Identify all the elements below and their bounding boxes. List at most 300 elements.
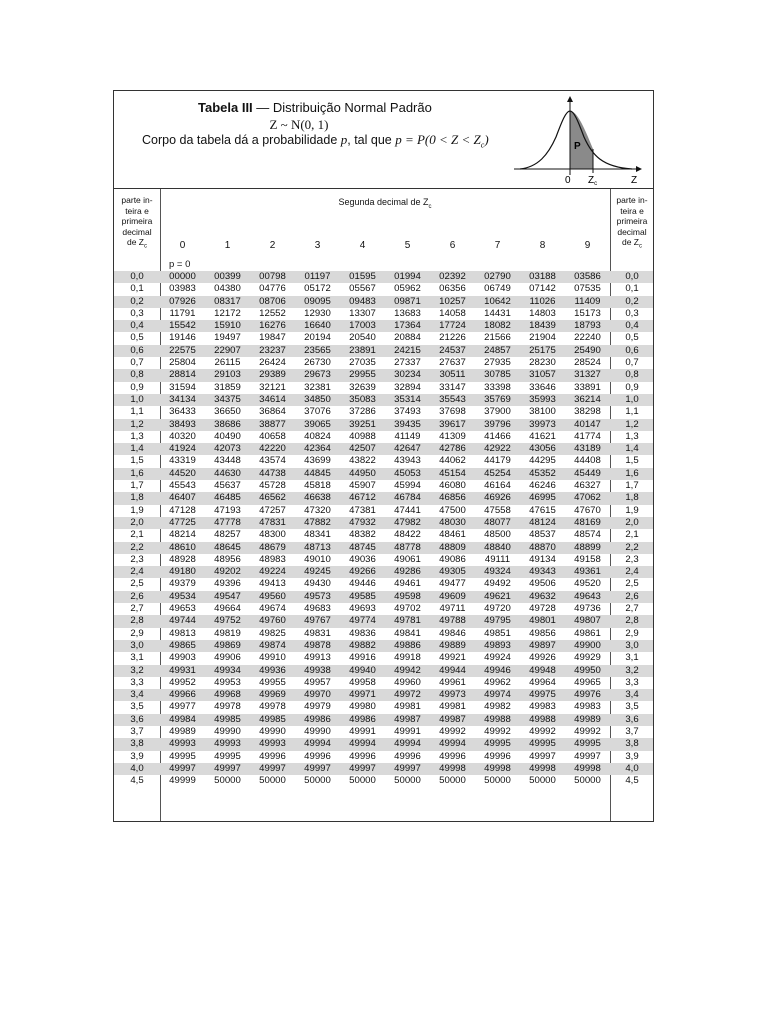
table-cell: 40490	[214, 430, 241, 442]
table-row	[114, 357, 653, 369]
table-cell: 46562	[259, 492, 286, 504]
table-cell: 16640	[304, 320, 331, 332]
normal-curve-figure	[510, 93, 650, 187]
table-cell: 49980	[349, 701, 376, 713]
row-label-left: 4,0	[130, 762, 144, 774]
table-cell: 33891	[574, 381, 601, 393]
table-cell: 49767	[304, 615, 331, 627]
table-cell: 49621	[484, 590, 511, 602]
table-cell: 48169	[574, 516, 601, 528]
table-cell: 42922	[484, 443, 511, 455]
table-cell: 49534	[169, 590, 196, 602]
normal-distribution-table-page	[113, 90, 654, 822]
row-label-right: 0,7	[625, 357, 639, 369]
table-cell: 49978	[259, 701, 286, 713]
row-label-right: 1,4	[625, 443, 639, 455]
table-cell: 47128	[169, 504, 196, 516]
table-cell: 41149	[394, 430, 421, 442]
table-cell: 30234	[394, 369, 421, 381]
row-label-left: 2,8	[130, 615, 144, 627]
table-cell: 34850	[304, 393, 331, 405]
row-label-right: 3,4	[625, 689, 639, 701]
table-cell: 49683	[304, 603, 331, 615]
table-cell: 39065	[304, 418, 331, 430]
table-cell: 01197	[304, 271, 331, 282]
table-cell: 48030	[439, 516, 466, 528]
table-cell: 23237	[259, 344, 286, 356]
table-cell: 49889	[439, 639, 466, 651]
table-cell: 46485	[214, 492, 241, 504]
table-cell: 47381	[349, 504, 376, 516]
table-cell: 49882	[349, 639, 376, 651]
table-cell: 48840	[484, 541, 511, 553]
table-row	[114, 714, 653, 726]
row-label-left: 0,1	[130, 283, 144, 295]
table-cell: 49926	[529, 652, 556, 664]
table-cell: 49856	[529, 627, 556, 639]
table-cell: 40320	[169, 430, 196, 442]
table-cell: 49981	[394, 701, 421, 713]
row-label-left: 3,0	[130, 639, 144, 651]
table-cell: 48077	[484, 516, 511, 528]
table-cell: 49994	[439, 738, 466, 750]
row-label-left: 1,4	[130, 443, 144, 455]
table-cell: 50000	[349, 775, 376, 787]
table-cell: 46712	[349, 492, 376, 504]
table-cell: 04776	[259, 283, 286, 295]
table-cell: 44408	[574, 455, 601, 467]
table-cell: 49934	[214, 664, 241, 676]
table-row	[114, 320, 653, 332]
table-cell: 06356	[439, 283, 466, 295]
row-label-left: 0,2	[130, 295, 144, 307]
table-row	[114, 529, 653, 541]
table-cell: 50000	[484, 775, 511, 787]
table-cell: 49477	[439, 578, 466, 590]
table-cell: 39435	[394, 418, 421, 430]
table-cell: 49720	[484, 603, 511, 615]
table-cell: 07535	[574, 283, 601, 295]
distribution-formula: Z ~ N(0, 1)	[269, 117, 329, 132]
table-cell: 25175	[529, 344, 556, 356]
table-cell: 49955	[259, 676, 286, 688]
table-cell: 35543	[439, 393, 466, 405]
table-row	[114, 640, 653, 652]
table-cell: 37900	[484, 406, 511, 418]
table-cell: 45728	[259, 480, 286, 492]
table-cell: 49851	[484, 627, 511, 639]
table-cell: 45907	[349, 480, 376, 492]
table-cell: 18793	[574, 320, 601, 332]
table-cell: 49924	[484, 652, 511, 664]
row-label-right: 2,6	[625, 590, 639, 602]
table-cell: 45449	[574, 467, 601, 479]
table-cell: 49988	[529, 713, 556, 725]
table-cell: 47441	[394, 504, 421, 516]
row-label-left: 3,2	[130, 664, 144, 676]
table-cell: 49962	[484, 676, 511, 688]
table-row	[114, 332, 653, 344]
table-cell: 49996	[259, 750, 286, 762]
table-cell: 49992	[439, 725, 466, 737]
table-row	[114, 271, 653, 283]
table-cell: 47982	[394, 516, 421, 528]
table-cell: 09095	[304, 295, 331, 307]
table-cell: 02392	[439, 271, 466, 282]
table-cell: 48778	[394, 541, 421, 553]
table-cell: 46856	[439, 492, 466, 504]
table-cell: 49984	[169, 713, 196, 725]
table-cell: 05567	[349, 283, 376, 295]
table-cell: 49931	[169, 664, 196, 676]
row-label-left: 0,3	[130, 307, 144, 319]
table-cell: 49836	[349, 627, 376, 639]
table-cell: 49841	[394, 627, 421, 639]
table-cell: 27637	[439, 357, 466, 369]
row-label-left: 3,3	[130, 676, 144, 688]
table-cell: 24857	[484, 344, 511, 356]
table-cell: 11409	[574, 295, 601, 307]
table-cell: 13683	[394, 307, 421, 319]
table-cell: 28524	[574, 357, 601, 369]
table-cell: 49693	[349, 603, 376, 615]
table-cell: 50000	[529, 775, 556, 787]
table-cell: 46995	[529, 492, 556, 504]
table-cell: 08706	[259, 295, 286, 307]
row-label-left: 1,8	[130, 492, 144, 504]
table-cell: 49010	[304, 553, 331, 565]
table-cell: 49134	[529, 553, 556, 565]
table-cell: 49711	[439, 603, 466, 615]
table-cell: 49986	[349, 713, 376, 725]
table-cell: 12930	[304, 307, 331, 319]
table-cell: 41621	[529, 430, 556, 442]
table-cell: 49982	[484, 701, 511, 713]
table-cell: 45352	[529, 467, 556, 479]
table-cell: 11791	[169, 307, 196, 319]
table-cell: 44738	[259, 467, 286, 479]
table-cell: 07926	[169, 295, 196, 307]
table-cell: 18082	[484, 320, 511, 332]
table-cell: 49744	[169, 615, 196, 627]
table-cell: 44845	[304, 467, 331, 479]
digit-header-7: 7	[494, 240, 501, 251]
table-cell: 49995	[529, 738, 556, 750]
table-cell: 15542	[169, 320, 196, 332]
table-cell: 23891	[349, 344, 376, 356]
table-cell: 28230	[529, 357, 556, 369]
table-cell: 07142	[529, 283, 556, 295]
table-cell: 17003	[349, 320, 376, 332]
table-cell: 03188	[529, 271, 556, 282]
table-row	[114, 492, 653, 504]
table-row	[114, 775, 653, 787]
figure-label-zero: 0	[565, 175, 571, 186]
digit-header-3: 3	[314, 240, 321, 251]
row-label-right: 0,6	[625, 344, 639, 356]
row-label-right: 2,8	[625, 615, 639, 627]
table-cell: 49869	[214, 639, 241, 651]
table-cell: 05962	[394, 283, 421, 295]
table-cell: 49560	[259, 590, 286, 602]
table-cell: 09483	[349, 295, 376, 307]
table-cell: 49976	[574, 689, 601, 701]
table-cell: 49990	[259, 725, 286, 737]
table-cell: 46926	[484, 492, 511, 504]
table-row	[114, 369, 653, 381]
row-label-right: 3,7	[625, 725, 639, 737]
table-cell: 45994	[394, 480, 421, 492]
left-row-header	[114, 195, 160, 252]
table-cell: 37493	[394, 406, 421, 418]
table-cell: 47257	[259, 504, 286, 516]
table-cell: 14803	[529, 307, 556, 319]
table-cell: 21226	[439, 332, 466, 344]
table-cell: 50000	[304, 775, 331, 787]
table-cell: 02790	[484, 271, 511, 282]
table-cell: 49979	[304, 701, 331, 713]
row-label-left: 1,7	[130, 480, 144, 492]
table-cell: 47778	[214, 516, 241, 528]
table-cell: 30785	[484, 369, 511, 381]
row-label-right: 0,3	[625, 307, 639, 319]
table-cell: 43448	[214, 455, 241, 467]
table-cell: 49997	[574, 750, 601, 762]
title-bold: Tabela III	[198, 100, 253, 115]
row-label-right: 3,5	[625, 701, 639, 713]
table-cell: 49760	[259, 615, 286, 627]
row-label-right: 0,8	[625, 369, 639, 381]
table-cell: 45254	[484, 467, 511, 479]
table-cell: 49878	[304, 639, 331, 651]
second-decimal-header: Segunda decimal de $Z_c$	[338, 197, 432, 210]
right-header-line: teira e	[620, 205, 644, 216]
table-cell: 47320	[304, 504, 331, 516]
table-cell: 49520	[574, 578, 601, 590]
table-cell: 49989	[574, 713, 601, 725]
table-cell: 47193	[214, 504, 241, 516]
table-cell: 48899	[574, 541, 601, 553]
table-cell: 49995	[214, 750, 241, 762]
left-header-line: primeira	[121, 216, 153, 226]
table-cell: 37698	[439, 406, 466, 418]
table-cell: 29955	[349, 369, 376, 381]
table-cell: 49813	[169, 627, 196, 639]
table-cell: 49286	[394, 566, 421, 578]
row-label-left: 2,2	[130, 541, 144, 553]
table-cell: 27337	[394, 357, 421, 369]
table-cell: 21566	[484, 332, 511, 344]
table-cell: 50000	[439, 775, 466, 787]
row-label-left: 3,8	[130, 738, 144, 750]
table-cell: 49774	[349, 615, 376, 627]
table-cell: 46164	[484, 480, 511, 492]
row-label-left: 2,9	[130, 627, 144, 639]
table-cell: 49997	[169, 762, 196, 774]
table-cell: 40658	[259, 430, 286, 442]
table-cell: 49998	[484, 762, 511, 774]
table-cell: 49916	[349, 652, 376, 664]
table-cell: 48300	[259, 529, 286, 541]
table-cell: 43574	[259, 455, 286, 467]
table-cell: 35314	[394, 393, 421, 405]
table-cell: 30511	[439, 369, 466, 381]
table-cell: 36433	[169, 406, 196, 418]
table-cell: 49992	[484, 725, 511, 737]
table-cell: 14058	[439, 307, 466, 319]
row-label-right: 0,1	[625, 283, 639, 295]
table-cell: 49992	[529, 725, 556, 737]
figure-label-zc: $Z_c$	[588, 175, 598, 187]
table-cell: 49996	[349, 750, 376, 762]
table-row	[114, 603, 653, 615]
digit-header-8: 8	[539, 240, 546, 251]
row-label-right: 2,1	[625, 529, 639, 541]
table-cell: 09871	[394, 295, 421, 307]
table-row	[114, 480, 653, 492]
table-cell: 49361	[574, 566, 601, 578]
table-cell: 49994	[394, 738, 421, 750]
table-cell: 45053	[394, 467, 421, 479]
table-cell: 43189	[574, 443, 601, 455]
digit-header-2: 2	[269, 240, 276, 251]
table-cell: 45543	[169, 480, 196, 492]
table-cell: 38298	[574, 406, 601, 418]
table-row	[114, 578, 653, 590]
table-cell: 48645	[214, 541, 241, 553]
row-label-right: 3,1	[625, 652, 639, 664]
row-label-left: 1,2	[130, 418, 144, 430]
table-cell: 48713	[304, 541, 331, 553]
table-cell: 47831	[259, 516, 286, 528]
table-cell: 31057	[529, 369, 556, 381]
table-cell: 49993	[214, 738, 241, 750]
table-cell: 44630	[214, 467, 241, 479]
table-cell: 20540	[349, 332, 376, 344]
row-label-right: 2,9	[625, 627, 639, 639]
table-cell: 49180	[169, 566, 196, 578]
digit-header-5: 5	[404, 240, 411, 251]
table-cell: 45637	[214, 480, 241, 492]
table-cell: 49987	[394, 713, 421, 725]
table-cell: 49968	[214, 689, 241, 701]
table-cell: 49996	[484, 750, 511, 762]
table-cell: 49305	[439, 566, 466, 578]
table-cell: 33398	[484, 381, 511, 393]
table-row	[114, 455, 653, 467]
row-label-left: 3,1	[130, 652, 144, 664]
table-cell: 17364	[394, 320, 421, 332]
table-cell: 49609	[439, 590, 466, 602]
table-cell: 49897	[529, 639, 556, 651]
table-row	[114, 394, 653, 406]
table-cell: 49961	[439, 676, 466, 688]
row-label-right: 0,9	[625, 381, 639, 393]
p-zero-label: p = 0	[169, 259, 191, 270]
table-cell: 47500	[439, 504, 466, 516]
row-label-left: 3,9	[130, 750, 144, 762]
row-label-left: 1,0	[130, 393, 144, 405]
table-cell: 32381	[304, 381, 331, 393]
table-cell: 14431	[484, 307, 511, 319]
table-cell: 31594	[169, 381, 196, 393]
table-cell: 49969	[259, 689, 286, 701]
table-cell: 49728	[529, 603, 556, 615]
table-cell: 49929	[574, 652, 601, 664]
table-cell: 49653	[169, 603, 196, 615]
table-cell: 49965	[574, 676, 601, 688]
table-cell: 10257	[439, 295, 466, 307]
table-cell: 49997	[349, 762, 376, 774]
table-cell: 49664	[214, 603, 241, 615]
table-cell: 49997	[529, 750, 556, 762]
table-cell: 49998	[439, 762, 466, 774]
row-label-right: 3,6	[625, 713, 639, 725]
table-cell: 45818	[304, 480, 331, 492]
table-cell: 49997	[259, 762, 286, 774]
vertical-axis-arrow	[567, 96, 573, 102]
table-cell: 41924	[169, 443, 196, 455]
table-cell: 49379	[169, 578, 196, 590]
table-cell: 43319	[169, 455, 196, 467]
table-cell: 48257	[214, 529, 241, 541]
table-row	[114, 382, 653, 394]
table-cell: 49413	[259, 578, 286, 590]
table-cell: 49997	[214, 762, 241, 774]
table-cell: 19146	[169, 332, 196, 344]
row-label-left: 0,4	[130, 320, 144, 332]
table-cell: 40988	[349, 430, 376, 442]
table-cell: 48928	[169, 553, 196, 565]
table-cell: 49936	[259, 664, 286, 676]
table-cell: 49970	[304, 689, 331, 701]
table-cell: 47882	[304, 516, 331, 528]
table-cell: 37286	[349, 406, 376, 418]
probability-table-body	[114, 271, 653, 787]
table-cell: 49632	[529, 590, 556, 602]
table-cell: 34134	[169, 393, 196, 405]
table-cell: 39973	[529, 418, 556, 430]
table-cell: 49995	[484, 738, 511, 750]
table-cell: 00798	[259, 271, 286, 282]
table-cell: 48382	[349, 529, 376, 541]
table-cell: 44520	[169, 467, 196, 479]
table-cell: 49598	[394, 590, 421, 602]
table-cell: 49900	[574, 639, 601, 651]
table-row	[114, 505, 653, 517]
table-cell: 49974	[484, 689, 511, 701]
table-cell: 49957	[304, 676, 331, 688]
row-label-left: 2,0	[130, 516, 144, 528]
row-label-right: 0,0	[625, 271, 639, 282]
digit-header-6: 6	[449, 240, 456, 251]
table-cell: 46407	[169, 492, 196, 504]
row-label-right: 1,9	[625, 504, 639, 516]
row-label-left: 3,6	[130, 713, 144, 725]
table-cell: 38877	[259, 418, 286, 430]
table-cell: 32121	[259, 381, 286, 393]
description-formula: p = P(0 < Z < Z	[395, 132, 481, 147]
table-cell: 49461	[394, 578, 421, 590]
table-cell: 49993	[169, 738, 196, 750]
table-cell: 49964	[529, 676, 556, 688]
right-header-line: decimal	[617, 226, 647, 237]
table-cell: 49643	[574, 590, 601, 602]
table-cell: 49994	[304, 738, 331, 750]
table-cell: 49986	[304, 713, 331, 725]
figure-label-z: Z	[631, 175, 638, 186]
table-cell: 49913	[304, 652, 331, 664]
